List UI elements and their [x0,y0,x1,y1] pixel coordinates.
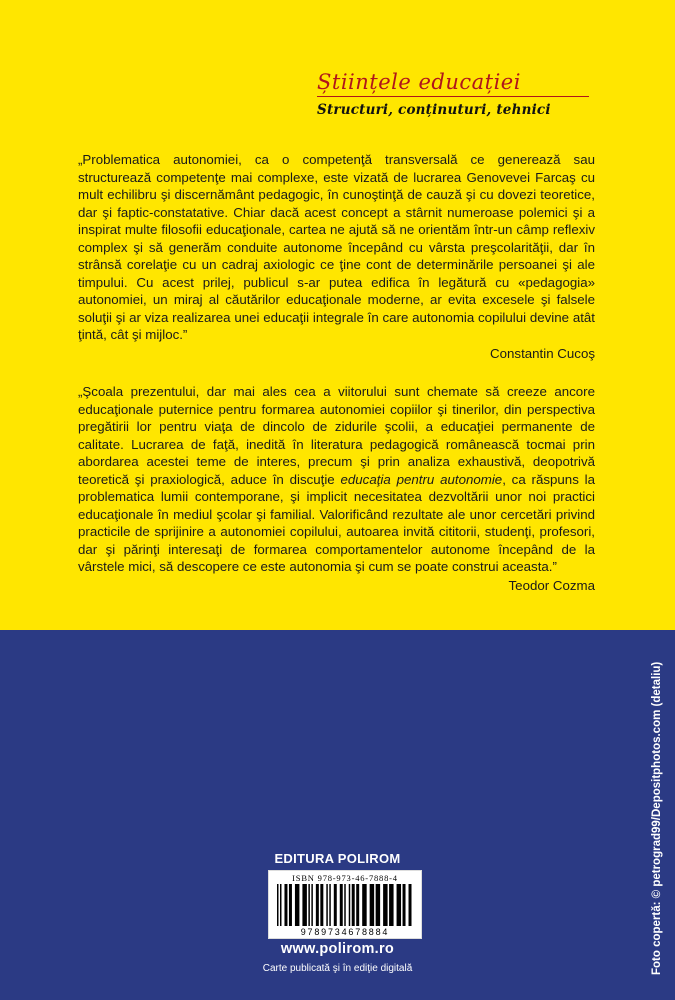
quote-text-before: „Şcoala prezentului, dar mai ales cea a viitorului sunt chemate să creeze ancore educaţionale puternice pentru formarea autonomiei copiilor şi tinerilor, din perspectiva pregătirii lor pentru viaţa de dincolo de zidurile şcolii, a educaţiei permanente de calitate. Lucrarea de faţă, inedită în literatura pedagogică românească tocmai prin abordarea acestei teme de interes, precum şi prin analiza exhaustivă, deopotrivă teoretică şi praxiologică, aduce în discuţie [78,384,595,487]
series-title-underline [317,96,589,97]
barcode-bar [389,884,393,926]
barcode-bar [326,884,327,926]
barcode-bar [349,884,350,926]
quote-author: Constantin Cucoş [490,345,595,361]
barcode-bar [311,884,312,926]
barcode-bars [277,884,413,926]
barcode-bar [370,884,374,926]
barcode-bar [383,884,387,926]
barcode-bar [277,884,278,926]
isbn-barcode [268,870,422,939]
barcode-bar [403,884,406,926]
quote-author: Teodor Cozma [508,577,595,593]
quote-text-italic: educaţia pentru autonomie [340,471,503,487]
barcode-digits: 9789734678884 [300,927,390,937]
barcode-bar [302,884,306,926]
series-subtitle: Structuri, conținuturi, tehnici [317,102,551,118]
barcode-bar [308,884,309,926]
publisher-name: EDITURA POLIROM [274,851,401,866]
barcode-bar [334,884,337,926]
quote-cucos [78,151,595,362]
barcode-bar [280,884,281,926]
barcode-bar [329,884,330,926]
website-link[interactable]: www.polirom.ro [280,941,395,957]
barcode-bar [284,884,287,926]
barcode-bar [344,884,345,926]
digital-edition-note: Carte publicată şi în ediţie digitală [262,963,413,974]
barcode-bar [352,884,355,926]
quote-cozma [78,383,595,594]
quote-text [78,383,595,576]
photo-credit: Foto copertă: © petrograd99/Depositphotos.com (detaliu) [651,661,663,975]
barcode-bar [340,884,343,926]
barcode-bar [316,884,319,926]
barcode-bar [320,884,323,926]
barcode-bar [289,884,292,926]
barcode-bar [295,884,299,926]
series-title: Științele educației [317,70,521,94]
series-header [317,70,589,118]
barcode-bar [409,884,412,926]
quote-text: „Problematica autonomiei, ca o competenţă transversală ce generează sau structurează competenţe mai complexe, este vizată de lucrarea Genovevei Farcaş cu mult echilibru şi discernământ pedagogic, în cunoştinţă de cauză şi cu dovezi teoretice, dar şi faptic-constatative. Chiar dacă acest concept a stârnit numeroase polemici şi a inspirat multe filosofii educaţionale, cartea ne ajută să ne orientăm într-un câmp reflexiv complex şi să generăm conduite autonome începând cu vârsta preşcolarităţii, dar în strânsă corelaţie cu un cadraj axiologic ce ţine cont de determinările persoanei şi ale timpului. Cu acest prilej, publicul s-ar putea edifica în legătură cu «pedagogia» autonomiei, un miraj al căutărilor educaţionale moderne, ar evita excesele şi falsele soluţii şi ar viza realizarea unei educaţii integrale în care autonomia copilului devine atât ţintă, cât şi mijloc.” [78,152,595,342]
isbn-label: ISBN 978-973-46-7888-4 [292,873,398,883]
barcode-bar [362,884,366,926]
quote-text-after: , ca răspuns la problematica lumii contemporane, şi implicit necesitatea dezvoltării unor noi practici educaţionale în mediul şcolar şi familial. Valorificând rezultate ale unor cercetări privind practicile de sprijinire a autonomiei copilului, autoarea invită cititorii, studenţi, profesori, dar şi părinţi interesaţi de formarea comportamentelor autonome începând de la vârstele mici, să descopere ce este autonomia şi cum se poate construi aceasta.” [78,471,595,574]
barcode-bar [356,884,359,926]
barcode-bar [397,884,401,926]
barcode-bar [376,884,380,926]
